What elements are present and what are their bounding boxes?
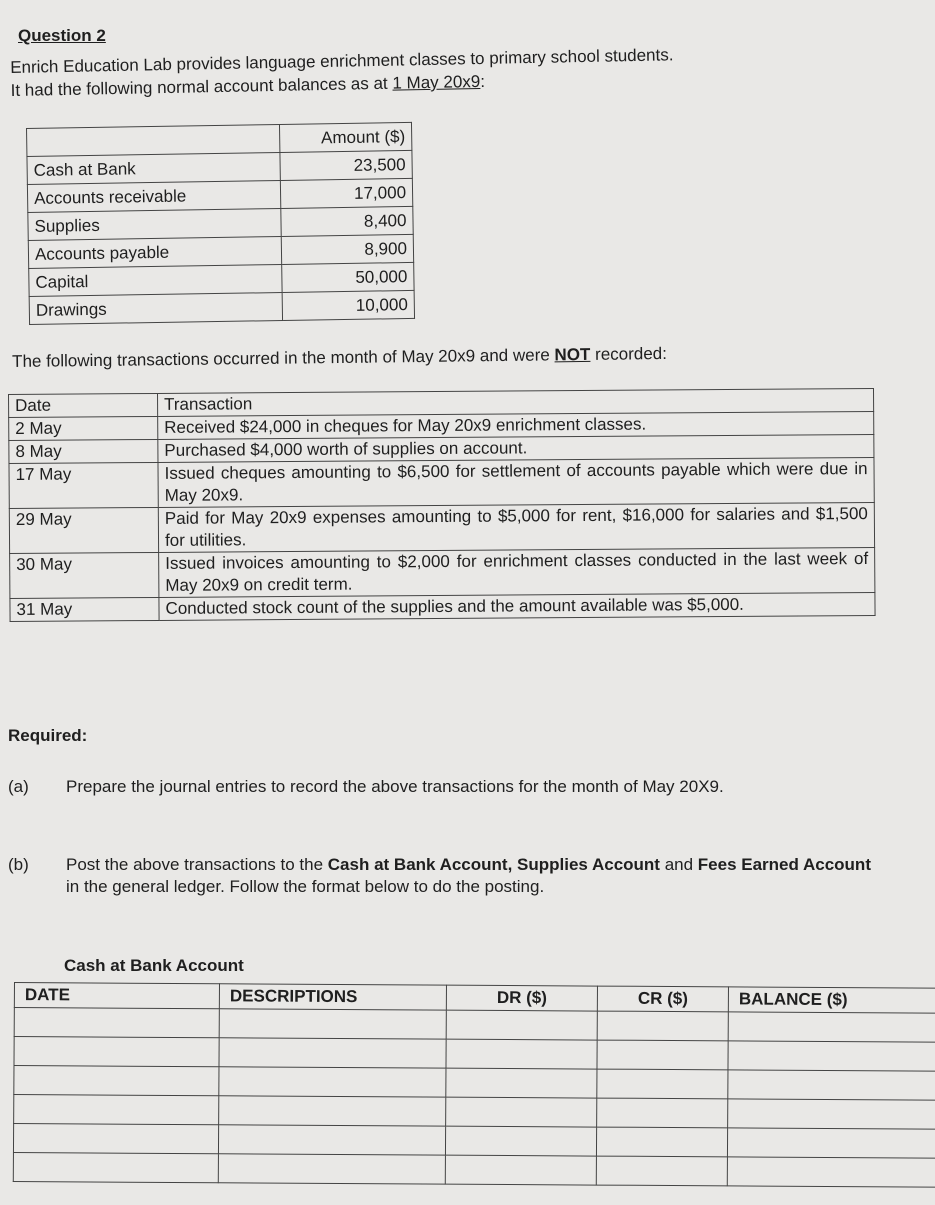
ledger-col-dr: DR ($) <box>446 985 597 1011</box>
ledger-col-date: DATE <box>14 983 219 1009</box>
table-row: Supplies 8,400 <box>28 206 413 240</box>
part-b-text: Post the above transactions to the Cash at Bank Account, Supplies Account and Fees Earned Account in the general ledger. Follow the format below to do the posting. <box>66 855 871 896</box>
table-row: 2 May Received $24,000 in cheques for May 20x9 enrichment classes. <box>9 411 874 440</box>
ledger-col-balance: BALANCE ($) <box>728 987 935 1013</box>
transaction-header: Transaction <box>157 388 873 416</box>
amount-header: Amount ($) <box>279 122 411 152</box>
ledger-row <box>13 1152 935 1187</box>
part-b-label: (b) <box>8 855 29 874</box>
ledger-col-cr: CR ($) <box>597 986 728 1012</box>
required-heading: Required: <box>8 726 88 745</box>
table-row: 29 May Paid for May 20x9 expenses amounting to $5,000 for rent, $16,000 for salaries and $1,500 for utilities. <box>9 502 874 553</box>
table-row: 8 May Purchased $4,000 worth of supplies on account. <box>9 434 874 463</box>
question-title: Question 2 <box>18 26 106 45</box>
table-row: Drawings 10,000 <box>29 290 414 324</box>
transactions-intro: The following transactions occurred in the month of May 20x9 and were NOT recorded: <box>12 343 668 371</box>
part-a-text: Prepare the journal entries to record the above transactions for the month of May 20X9. <box>66 777 724 796</box>
balance-date: 1 May 20x9 <box>392 71 481 93</box>
part-a-label: (a) <box>8 777 29 796</box>
table-row: 30 May Issued invoices amounting to $2,000 for enrichment classes conducted in the last week of May 20x9 on credit term. <box>10 547 875 598</box>
table-row: Capital 50,000 <box>29 262 414 296</box>
ledger-col-descriptions: DESCRIPTIONS <box>219 984 446 1010</box>
intro-line-1: Enrich Education Lab provides language enrichment classes to primary school students. <box>10 45 674 77</box>
intro-paragraph <box>10 43 674 102</box>
date-header: Date <box>9 393 158 417</box>
transactions-table <box>8 388 876 622</box>
intro-line-2: It had the following normal account balances as at 1 May 20x9: <box>10 71 486 100</box>
cash-at-bank-ledger <box>13 982 935 1188</box>
table-row: 31 May Conducted stock count of the supplies and the amount available was $5,000. <box>10 592 875 621</box>
not-emphasis: NOT <box>554 344 591 365</box>
table-row: Accounts payable 8,900 <box>28 234 413 268</box>
table-row: 17 May Issued cheques amounting to $6,500 for settlement of accounts payable which were due in May 20x9. <box>9 457 874 508</box>
ledger-title: Cash at Bank Account <box>64 956 244 975</box>
table-row: Accounts receivable 17,000 <box>27 178 412 212</box>
account-balances-table <box>26 122 415 325</box>
table-row: Cash at Bank 23,500 <box>27 150 412 184</box>
